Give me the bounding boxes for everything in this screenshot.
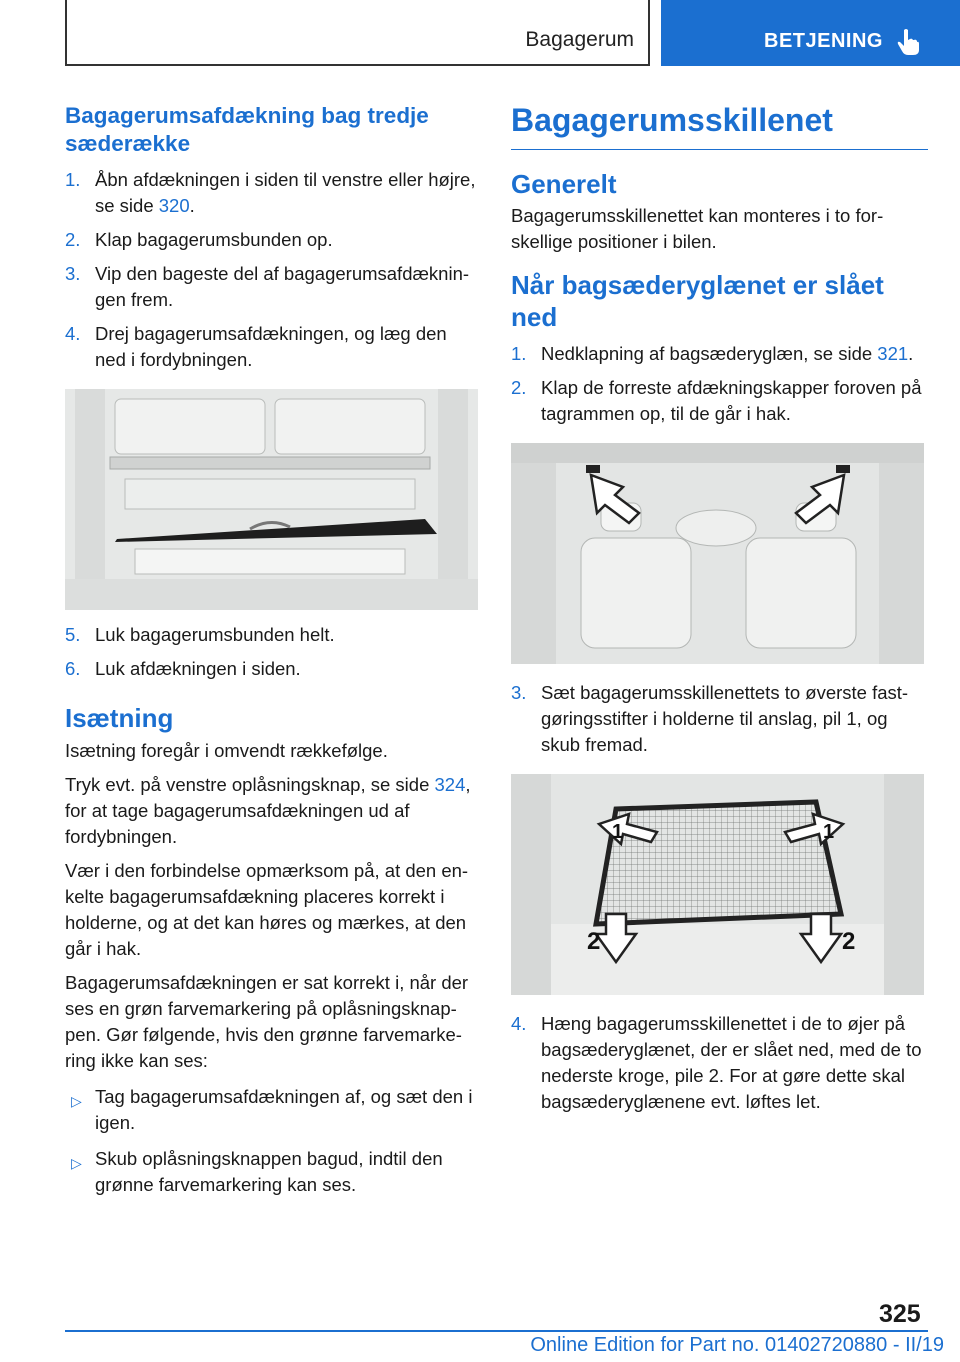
list-item: 2. Klap de forreste afdækningskapper foroven på tagrammen op, til de går i hak. [511, 377, 922, 424]
list-item: 1. Nedklapning af bagsæderyglæn, se side 321. [511, 343, 914, 364]
arrow-label-2-left: 2 [587, 928, 601, 955]
left-column [65, 100, 478, 1198]
footer-divider [65, 1330, 928, 1332]
section-heading-seat-down: Når bagsæderyglænet er slået ned [511, 270, 884, 332]
paragraph: Isætning foregår i omvendt rækkefølge. [65, 740, 388, 761]
steps-list-a [65, 167, 478, 373]
steps-list-b [65, 622, 478, 682]
header-chapter-label: BETJENING [764, 30, 883, 52]
list-item: 4. Hæng bagagerumsskillenettet i de to øjer på bagsæderyglænet, der er slået ned, med de to nederste kroge, pile 2. For at gøre dette skal bagsæderyglænene evt. løftes let. [511, 1013, 922, 1112]
right-column [511, 100, 928, 1115]
arrow-label-1-right: 1 [823, 821, 835, 843]
paragraph: Bagagerumsafdækningen er sat korrekt i, når der ses en grøn farvemarkering på oplåsningsknap-pen. Gør følgende, hvis den grønne farvemarke-ring ikke kan ses: [65, 972, 469, 1071]
cargo-cover-illustration [65, 389, 478, 610]
paragraph: Vær i den forbindelse opmærksom på, at den en-kelte bagagerumsafdækning placeres korrekt i holderne, og at det kan høres og mærkes, at den går i hak. [65, 860, 469, 959]
header-section-label: Bagagerum [525, 28, 634, 51]
list-item: ▷ Tag bagagerumsafdækningen af, og sæt den i igen. [71, 1086, 473, 1133]
bullet-list [65, 1084, 478, 1198]
arrow-label-1-left: 1 [612, 821, 624, 843]
page-number: 325 [879, 1300, 921, 1328]
header-section-box [65, 0, 650, 66]
page-link-320[interactable]: 320 [158, 195, 190, 216]
list-item: 5. Luk bagagerumsbunden helt. [65, 624, 335, 645]
paragraph: Tryk evt. på venstre oplåsningsknap, se side 324, for at tage bagagerumsafdækningen ud af fordybningen. [65, 774, 471, 847]
paragraph: Bagagerumsskillenettet kan monteres i to for-skellige positioner i bilen. [511, 205, 884, 252]
arrow-label-2-right: 2 [842, 928, 856, 955]
list-item: 2. Klap bagagerumsbunden op. [65, 229, 333, 250]
section-heading-general: Generelt [511, 169, 617, 199]
list-item: ▷ Skub oplåsningsknappen bagud, indtil den grønne farvemarkering kan ses. [71, 1148, 443, 1195]
page-link-321[interactable]: 321 [877, 343, 909, 364]
triangle-bullet-icon: ▷ [71, 1155, 82, 1171]
hand-pointer-icon [896, 28, 920, 56]
section-heading-insert: Isætning [65, 703, 174, 733]
footer-edition: Online Edition for Part no. 01402720880 - II/19 [530, 1334, 944, 1356]
page-link-324[interactable]: 324 [434, 774, 466, 795]
list-item: 4. Drej bagagerumsafdækningen, og læg den ned i fordybningen. [65, 323, 447, 370]
roof-cap-illustration [511, 443, 924, 664]
section-heading-cover: Bagagerumsafdækning bag tredje sæderække [65, 103, 429, 156]
list-item: 3. Sæt bagagerumsskillenettets to øverste fast-gøringsstifter i holderne til anslag, pil 1, og skub fremad. [511, 682, 909, 755]
list-item: 1. Åbn afdækningen i siden til venstre eller højre, se side 320. [65, 169, 476, 216]
triangle-bullet-icon: ▷ [71, 1093, 82, 1109]
list-item: 3. Vip den bageste del af bagagerumsafdæknin-gen frem. [65, 263, 470, 310]
page-title: Bagagerumsskillenet [511, 100, 928, 150]
list-item: 6. Luk afdækningen i siden. [65, 658, 301, 679]
cargo-net-illustration [511, 774, 924, 995]
steps-list-right-a [511, 341, 928, 427]
